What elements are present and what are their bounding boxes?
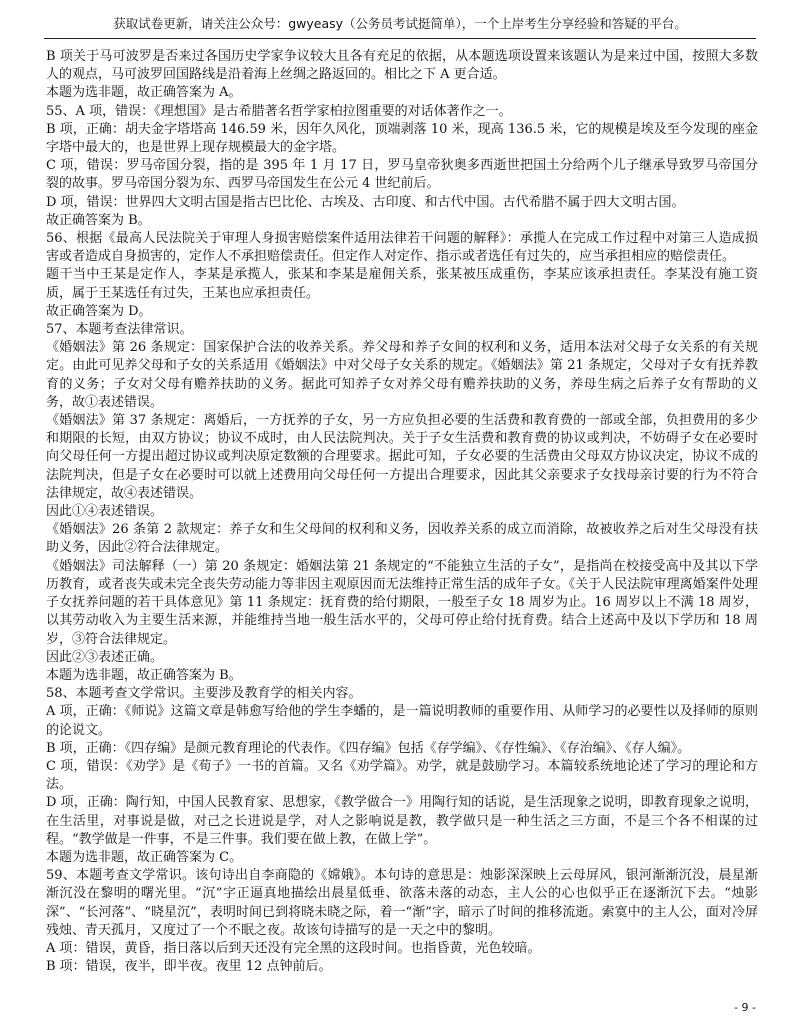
paragraph: 55、A 项，错误：《理想国》是古希腊著名哲学家柏拉图重要的对话体著作之一。 xyxy=(46,103,512,119)
paragraph: 《婚姻法》26 条第 2 款规定：养子女和生父母间的权利和义务，因收养关系的成立而消除，故被收养之后对生父母没有扶助义务，因此②符合法律规定。 xyxy=(46,522,758,556)
paragraph: 57、本题考查法律常识。 xyxy=(46,322,193,338)
paragraph: B 项：错误，夜半，即半夜。夜里 12 点钟前后。 xyxy=(46,959,332,975)
page-body xyxy=(46,48,758,976)
paragraph: 因此①④表述错误。 xyxy=(46,504,164,520)
paragraph: C 项，错误：罗马帝国分裂，指的是 395 年 1 月 17 日，罗马皇帝狄奥多西逝世把国土分给两个儿子继承导致罗马帝国分裂的故事。罗马帝国分裂为东、西罗马帝国发生在公元 4 世纪前后。 xyxy=(46,158,758,192)
paragraph: 本题为选非题，故正确答案为 B。 xyxy=(46,667,242,683)
paragraph: 《婚姻法》司法解释（一）第 20 条规定：婚姻法第 21 条规定的“不能独立生活的子女”，是指尚在校接受高中及其以下学历教育，或者丧失或未完全丧失劳动能力等非因主观原因而无法维持正常生活的成年子女。《关于人民法院审理离婚案件处理子女抚养问题的若干具体意见》第 11 条规定：抚育费的给付期限，一般至子女 18 周岁为止。16 周岁以上不满 18 周岁，以其劳动收入为主要生活来源，并能维持当地一般生活水平的，父母可停止给付抚育费。结合上述高中及以下学历和 18 周岁，③符合法律规定。 xyxy=(46,558,758,647)
paragraph: B 项，正确：胡夫金字塔塔高 146.59 米，因年久风化，顶端剥落 10 米，现高 136.5 米，它的规模是埃及至今发现的座金字塔中最大的，也是世界上现存规模最大的金字塔。 xyxy=(46,121,758,156)
paragraph: 56、根据《最高人民法院关于审理人身损害赔偿案件适用法律若干问题的解释》：承揽人在完成工作过程中对第三人造成损害或者造成自身损害的，定作人不承担赔偿责任。但定作人对定作、指示或者选任有过失的，应当承担相应的赔偿责任。 xyxy=(46,231,758,265)
paragraph: D 项，正确：陶行知，中国人民教育家、思想家，《教学做合一》用陶行知的话说，是生活现象之说明，即教育现象之说明，在生活里，对事说是做，对己之长进说是学，对人之影响说是教，教学做只是一种生活之三方面，不是三个各不相谋的过程。“教学做是一件事，不是三件事。我们要在做上教，在做上学”。 xyxy=(46,795,758,847)
paragraph: 《婚姻法》第 26 条规定：国家保护合法的收养关系。养父母和养子女间的权利和义务，适用本法对父母子女关系的有关规定。由此可见养父母和子女的关系适用《婚姻法》中对父母子女关系的规定。《婚姻法》第 21 条规定，父母对子女有抚养教育的义务；子女对父母有赡养扶助的义务。据此可知养子女对养父母有赡养扶助的义务，养母生病之后养子女有帮助的义务，故①表述错误。 xyxy=(46,340,758,410)
paragraph: 本题为选非题，故正确答案为 A。 xyxy=(46,85,242,101)
paragraph: B 项，正确：《四存编》是颜元教育理论的代表作。《四存编》包括《存学编》、《存性编》、《存治编》、《存人编》。 xyxy=(46,740,691,756)
paragraph: 故正确答案为 D。 xyxy=(46,303,152,319)
paragraph: 因此②③表述正确。 xyxy=(46,649,164,665)
paragraph: D 项，错误：世界四大文明古国是指古巴比伦、古埃及、古印度、和古代中国。古代希腊不属于四大文明古国。 xyxy=(46,194,685,210)
paragraph: 58、本题考查文学常识。主要涉及教育学的相关内容。 xyxy=(46,686,362,702)
paragraph: 59、本题考查文学常识。该句诗出自李商隐的《嫦娥》。本句诗的意思是：烛影深深映上云母屏风，银河渐渐沉没，晨星渐渐沉没在黎明的曙光里。“沉”字正逼真地描绘出晨星低垂、欲落未落的动态，主人公的心也似乎正在逐渐沉下去。“烛影深”、“长河落”、“晓星沉”，表明时间已到将晓未晓之际，着一“渐”字，暗示了时间的推移流逝。索寞中的主人公，面对冷屏残烛、青天孤月，又度过了一个不眠之夜。故该句诗描写的是一天之中的黎明。 xyxy=(46,868,758,938)
page-number: - 9 - xyxy=(734,1001,756,1014)
paragraph: A 项，正确：《师说》这篇文章是韩愈写给他的学生李蟠的，是一篇说明教师的重要作用、从师学习的必要性以及择师的原则的论说文。 xyxy=(46,704,758,738)
paragraph: 故正确答案为 B。 xyxy=(46,212,151,228)
page-header: 获取试卷更新，请关注公众号：gwyeasy（公务员考试挺简单），一个上岸考生分享经验和答疑的平台。 xyxy=(44,10,756,39)
paragraph: B 项关于马可波罗是否来过各国历史学家争议较大且各有充足的依据，从本题选项设置来该题认为是来过中国，按照大多数人的观点，马可波罗回国路线是沿着海上丝绸之路返回的。相比之下 A 更合适。 xyxy=(46,49,758,83)
paragraph: A 项：错误，黄昏，指日落以后到天还没有完全黑的这段时间。也指昏黄，光色较暗。 xyxy=(46,940,541,956)
paragraph: C 项，错误：《劝学》是《荀子》一书的首篇。又名《劝学篇》。劝学，就是鼓励学习。本篇较系统地论述了学习的理论和方法。 xyxy=(46,758,758,793)
paragraph: 题干当中王某是定作人，李某是承揽人，张某和李某是雇佣关系，张某被压成重伤，李某应该承担责任。李某没有施工资质，属于王某选任有过失，王某也应承担责任。 xyxy=(46,267,758,301)
paragraph: 《婚姻法》第 37 条规定：离婚后，一方抚养的子女，另一方应负担必要的生活费和教育费的一部或全部，负担费用的多少和期限的长短，由双方协议；协议不成时，由人民法院判决。关于子女生活费和教育费的协议或判决，不妨碍子女在必要时向父母任何一方提出超过协议或判决原定数额的合理要求。据此可知，子女必要的生活费由父母双方协议决定，协议不成的法院判决，但是子女在必要时可以就上述费用向父母任何一方提出合理要求，因此其父亲要求子女找母亲讨要的行为不符合法律规定，故④表述错误。 xyxy=(46,413,758,501)
paragraph: 本题为选非题，故正确答案为 C。 xyxy=(46,849,243,865)
